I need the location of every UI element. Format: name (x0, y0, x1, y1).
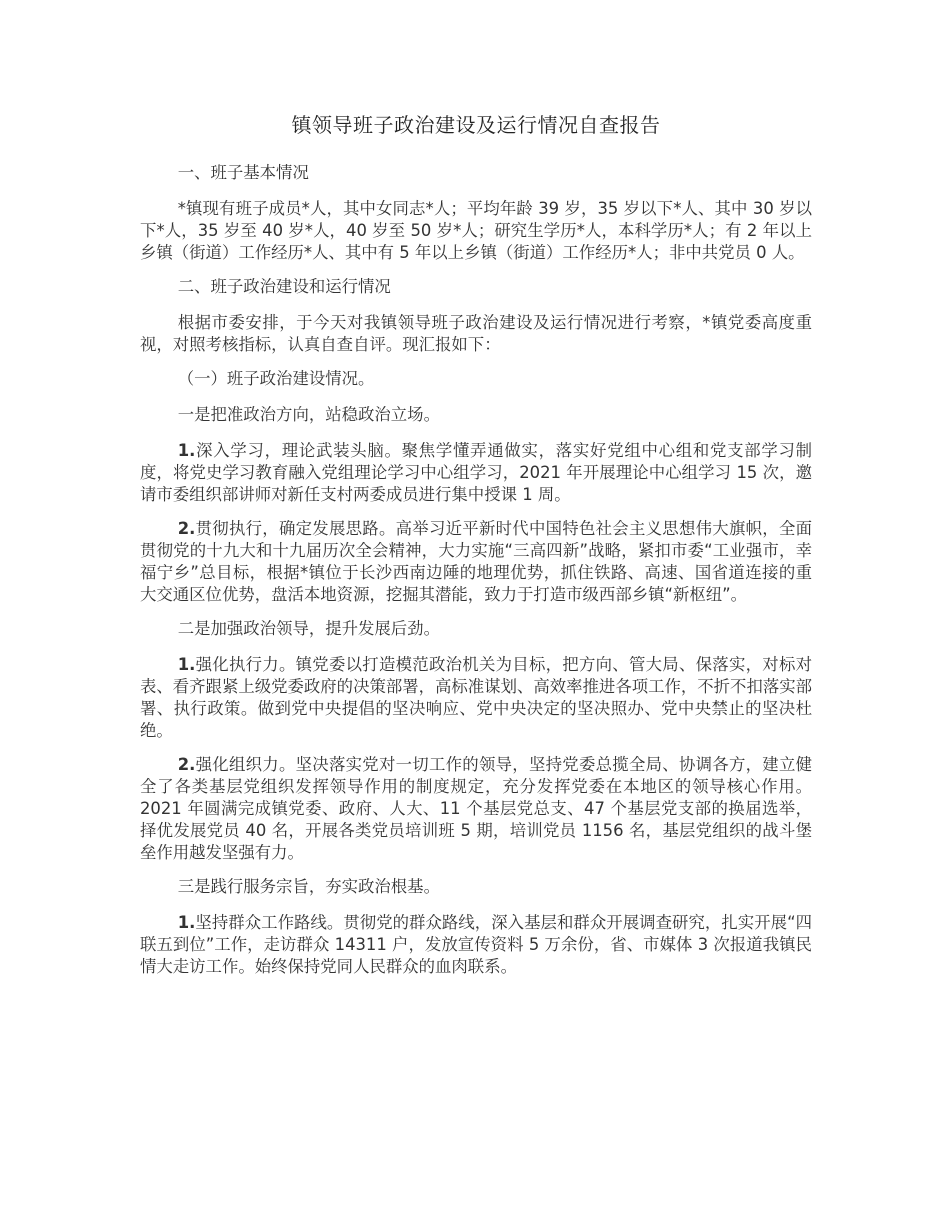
numbered-item (140, 912, 812, 978)
item-number: 1. (177, 913, 196, 932)
subsection-heading: （一）班子政治建设情况。 (177, 369, 375, 388)
item-text: 深入学习，理论武装头脑。聚焦学懂弄通做实，落实好党组中心组和党支部学习制度，将党史学习教育融入党组理论学习中心组学习，2021 年开展理论中心组学习 15 次，邀请市委组织部讲师对新任支村两委成员进行集中授课 1 周。 (140, 441, 812, 504)
subsection-heading: 二是加强政治领导，提升发展后劲。 (177, 619, 440, 638)
paragraph: *镇现有班子成员*人，其中女同志*人；平均年龄 39 岁，35 岁以下*人、其中 30 岁以下*人，35 岁至 40 岁*人，40 岁至 50 岁*人；研究生学历*人，本科学历*人；有 2 年以上乡镇（街道）工作经历*人、其中有 5 年以上乡镇（街道）工作经历*人；非中共党员 0 人。 (140, 199, 812, 262)
document-title: 镇领导班子政治建设及运行情况自查报告 (291, 113, 661, 137)
item-number: 1. (177, 441, 196, 460)
numbered-item (140, 518, 812, 606)
item-number: 1. (177, 655, 196, 674)
item-text: 坚持群众工作路线。贯彻党的群众路线，深入基层和群众开展调查研究，扎实开展“四联五到位”工作，走访群众 14311 户，发放宣传资料 5 万余份，省、市媒体 3 次报道我镇民情大走访工作。始终保持党同人民群众的血肉联系。 (140, 913, 812, 976)
section-heading: 一、班子基本情况 (177, 163, 309, 182)
paragraph: 根据市委安排，于今天对我镇领导班子政治建设及运行情况进行考察，*镇党委高度重视，对照考核指标，认真自查自评。现汇报如下： (140, 313, 812, 354)
numbered-item (140, 754, 812, 864)
section-heading: 二、班子政治建设和运行情况 (177, 277, 391, 296)
item-number: 2. (177, 519, 196, 538)
subsection-heading: 一是把准政治方向，站稳政治立场。 (177, 405, 440, 424)
item-text: 强化执行力。镇党委以打造模范政治机关为目标，把方向、管大局、保落实，对标对表、看齐跟紧上级党委政府的决策部署，高标准谋划、高效率推进各项工作，不折不扣落实部署、执行政策。做到党中央提倡的坚决响应、党中央决定的坚决照办、党中央禁止的坚决杜绝。 (140, 655, 813, 740)
numbered-item (140, 654, 812, 742)
item-number: 2. (177, 755, 196, 774)
subsection-heading: 三是践行服务宗旨，夯实政治根基。 (177, 877, 440, 896)
numbered-item (140, 440, 812, 506)
item-text: 贯彻执行，确定发展思路。高举习近平新时代中国特色社会主义思想伟大旗帜，全面贯彻党的十九大和十九届历次全会精神，大力实施“三高四新”战略，紧扣市委“工业强市，幸福宁乡”总目标，根据*镇位于长沙西南边陲的地理优势，抓住铁路、高速、国省道连接的重大交通区位优势，盘活本地资源，挖掘其潜能，致力于打造市级西部乡镇“新枢纽”。 (140, 519, 812, 604)
item-text: 强化组织力。坚决落实党对一切工作的领导，坚持党委总揽全局、协调各方，建立健全了各类基层党组织发挥领导作用的制度规定，充分发挥党委在本地区的领导核心作用。2021 年圆满完成镇党委、政府、人大、11 个基层党总支、47 个基层党支部的换届选举，择优发展党员 40 名，开展各类党员培训班 5 期，培训党员 1156 名，基层党组织的战斗堡垒作用越发坚强有力。 (140, 755, 812, 862)
document-page (140, 110, 812, 990)
